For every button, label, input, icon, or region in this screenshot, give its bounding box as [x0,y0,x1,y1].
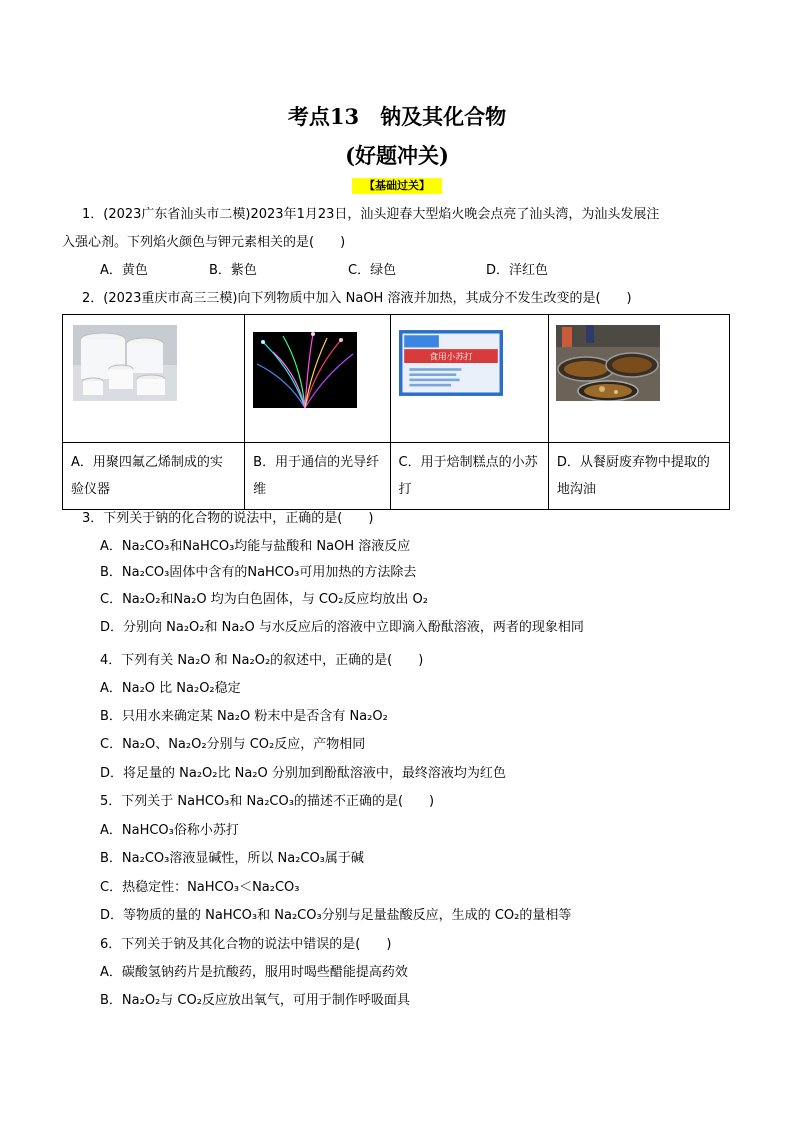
q1-option-d: D．洋红色 [486,263,549,278]
q4-stem: 4．下列有关 Na₂O 和 Na₂O₂的叙述中，正确的是( ) [100,653,424,668]
package-label: 食用小苏打 [428,352,473,363]
q4-option-b: B．只用水来确定某 Na₂O 粉末中是否含有 Na₂O₂ [100,709,388,724]
q2-cell-b-caption [245,443,390,510]
q5-option-d: D．等物质的量的 NaHCO₃和 Na₂CO₃分别与足量盐酸反应，生成的 CO₂的量相等 [100,908,572,923]
q2-image-table [62,314,730,510]
q5-option-b: B．Na₂CO₃溶液显碱性，所以 Na₂CO₃属于碱 [100,851,364,866]
q3-option-c: C．Na₂O₂和Na₂O 均为白色固体，与 CO₂反应均放出 O₂ [100,592,428,607]
q2-cell-c-image [390,315,548,443]
q2-cell-a-image [63,315,245,443]
q2-cell-a-caption [63,443,245,510]
q2-caption-b-line1: B．用于通信的光导纤 [253,455,380,470]
q2-caption-c-line1: C．用于焙制糕点的小苏 [398,455,538,470]
q2-line1: 2．(2023重庆市高三三模)向下列物质中加入 NaOH 溶液并加热，其成分不发生改变的是( ) [82,291,632,306]
q2-caption-b-line2: 维 [253,482,267,497]
q3-option-b: B．Na₂CO₃固体中含有的NaHCO₃可用加热的方法除去 [100,565,417,580]
q6-stem: 6．下列关于钠及其化合物的说法中错误的是( ) [100,937,392,952]
q1-line2: 入强心剂。下列焰火颜色与钾元素相关的是( ) [62,235,346,250]
q1-line1: 1．(2023广东省汕头市二模)2023年1月23日，汕头迎春大型焰火晚会点亮了汕头湾，为汕头发展注 [82,207,660,222]
waste-cooking-oil-photo [556,325,660,401]
q6-option-a: A．碳酸氢钠药片是抗酸药，服用时喝些醋能提高药效 [100,965,408,980]
q2-caption-d-line2: 地沟油 [556,482,596,497]
optical-fiber-photo [253,332,357,408]
q2-cell-b-image [245,315,390,443]
section-badge: 【基础过关】 [352,178,442,194]
q1-option-a: A．黄色 [100,263,148,278]
q5-option-a: A．NaHCO₃俗称小苏打 [100,823,239,838]
page-title: 考点13 钠及其化合物 [287,104,507,129]
q2-caption-a-line1: A．用聚四氟乙烯制成的实 [71,455,223,470]
q2-caption-c-line2: 打 [398,482,412,497]
q1-option-c: C．绿色 [348,263,397,278]
q5-option-c: C．热稳定性：NaHCO₃＜Na₂CO₃ [100,880,300,895]
q6-option-b: B．Na₂O₂与 CO₂反应放出氧气，可用于制作呼吸面具 [100,993,410,1008]
baking-soda-package-photo [399,325,503,401]
q5-stem: 5．下列关于 NaHCO₃和 Na₂CO₃的描述不正确的是( ) [100,794,435,809]
ptfe-labware-photo [73,325,177,401]
q2-caption-a-line2: 验仪器 [71,482,111,497]
q4-option-d: D．将足量的 Na₂O₂比 Na₂O 分别加到酚酞溶液中，最终溶液均为红色 [100,766,506,781]
q2-cell-d-caption [548,443,729,510]
q2-caption-d-line1: D．从餐厨废弃物中提取的 [556,455,710,470]
q2-cell-c-caption [390,443,548,510]
q4-option-c: C．Na₂O、Na₂O₂分别与 CO₂反应，产物相同 [100,737,366,752]
q2-cell-d-image [548,315,729,443]
q3-option-d: D．分别向 Na₂O₂和 Na₂O 与水反应后的溶液中立即滴入酚酞溶液，两者的现象相同 [100,620,584,635]
q3-stem: 3．下列关于钠的化合物的说法中，正确的是( ) [82,511,374,526]
q3-option-a: A．Na₂CO₃和NaHCO₃均能与盐酸和 NaOH 溶液反应 [100,539,411,554]
q1-option-b: B．紫色 [209,263,257,278]
page-subtitle: (好题冲关) [345,143,449,168]
q4-option-a: A．Na₂O 比 Na₂O₂稳定 [100,681,241,696]
